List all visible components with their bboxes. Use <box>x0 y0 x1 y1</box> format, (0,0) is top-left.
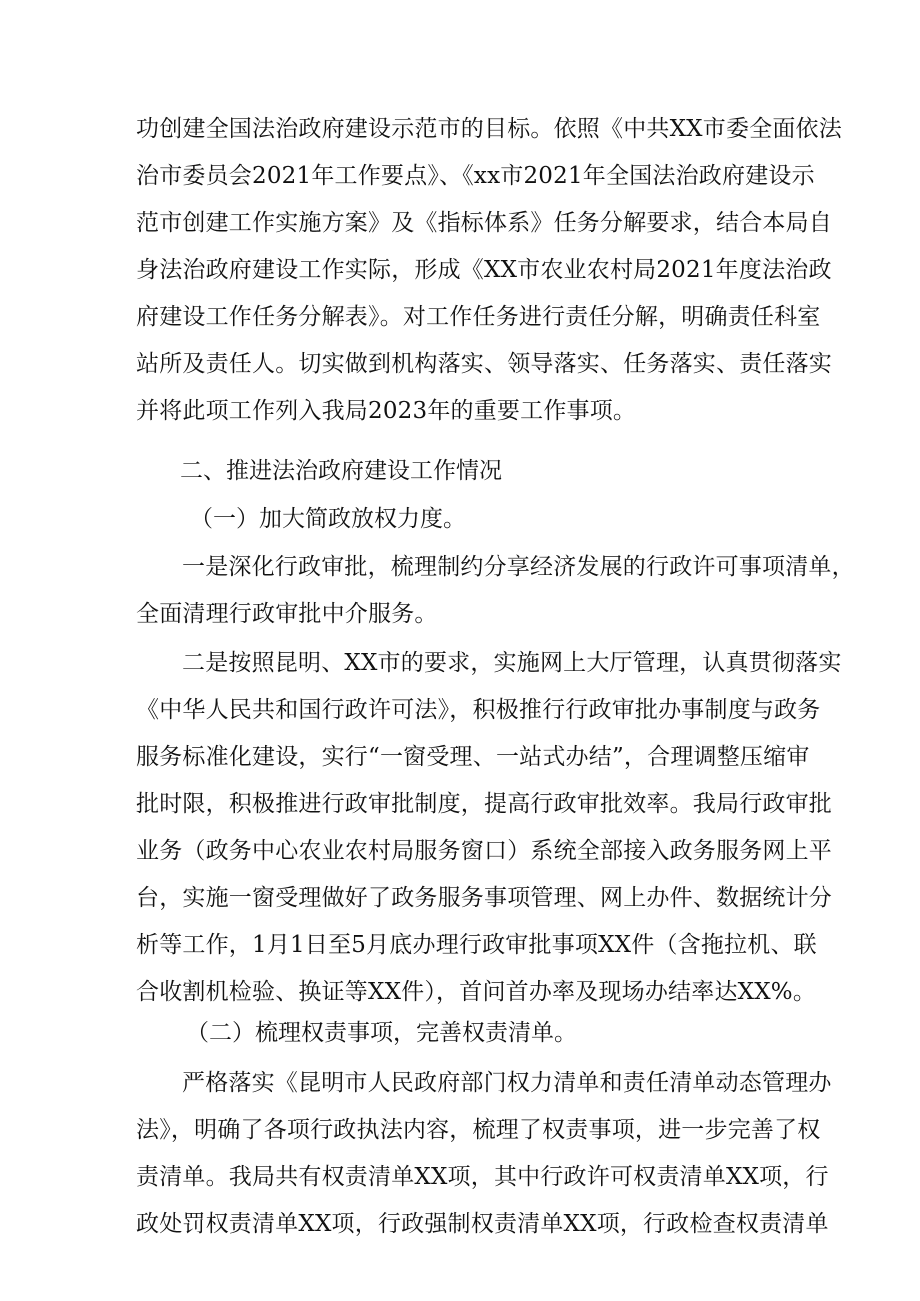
subsection-heading-1: （一）加大简政放权力度。 <box>190 506 466 532</box>
text-line: 合收割机检验、换证等XX件），首问首办率及现场办结率达XX%。 <box>136 979 817 1005</box>
text-line: 府建设工作任务分解表》。对工作任务进行责任分解，明确责任科室 <box>136 304 821 330</box>
text-line: 《中华人民共和国行政许可法》，积极推行行政审批办事制度与政务 <box>136 697 821 723</box>
text-line: 二是按照昆明、XX市的要求，实施网上大厅管理，认真贯彻落实 <box>182 650 842 676</box>
text-line: 范市创建工作实施方案》及《指标体系》任务分解要求，结合本局自 <box>136 210 832 236</box>
text-line: 治市委员会2021年工作要点》、《xx市2021年全国法治政府建设示 <box>136 163 815 189</box>
paragraph-responsibility-list <box>136 1060 832 1248</box>
paragraph-item-two <box>136 640 842 1016</box>
text-line: 政处罚权责清单XX项，行政强制权责清单XX项，行政检查权责清单 <box>136 1211 829 1237</box>
subsection-heading-2: （二）梳理权责事项，完善权责清单。 <box>186 1020 577 1046</box>
text-line: 一是深化行政审批，梳理制约分享经济发展的行政许可事项清单， <box>182 554 855 580</box>
text-line: 台，实施一窗受理做好了政务服务事项管理、网上办件、数据统计分 <box>136 885 832 911</box>
paragraph-item-one <box>136 544 855 638</box>
text-line: 身法治政府建设工作实际，形成《XX市农业农村局2021年度法治政 <box>136 257 832 283</box>
text-line: 严格落实《昆明市人民政府部门权力清单和责任清单动态管理办 <box>182 1070 832 1096</box>
text-line: 法》，明确了各项行政执法内容，梳理了权责事项，进一步完善了权 <box>136 1117 821 1143</box>
text-line: 业务（政务中心农业农村局服务窗口）系统全部接入政务服务网上平 <box>136 838 832 864</box>
text-line: 功创建全国法治政府建设示范市的目标。依照《中共XX市委全面依法 <box>136 116 842 142</box>
text-line: 服务标准化建设，实行“一窗受理、一站式办结”，合理调整压缩审 <box>136 744 810 770</box>
text-line: 全面清理行政审批中介服务。 <box>136 601 438 627</box>
text-line: 析等工作，1月1日至5月底办理行政审批事项XX件（含拖拉机、联 <box>136 932 817 958</box>
text-line: 站所及责任人。切实做到机构落实、领导落实、任务落实、责任落实 <box>136 351 832 377</box>
paragraph-target-summary <box>136 106 842 435</box>
text-line: 责清单。我局共有权责清单XX项，其中行政许可权责清单XX项，行 <box>136 1164 829 1190</box>
text-line: 批时限，积极推进行政审批制度，提高行政审批效率。我局行政审批 <box>136 791 832 817</box>
section-heading-2: 二、推进法治政府建设工作情况 <box>180 458 502 484</box>
text-line: 并将此项工作列入我局2023年的重要工作事项。 <box>136 398 637 424</box>
